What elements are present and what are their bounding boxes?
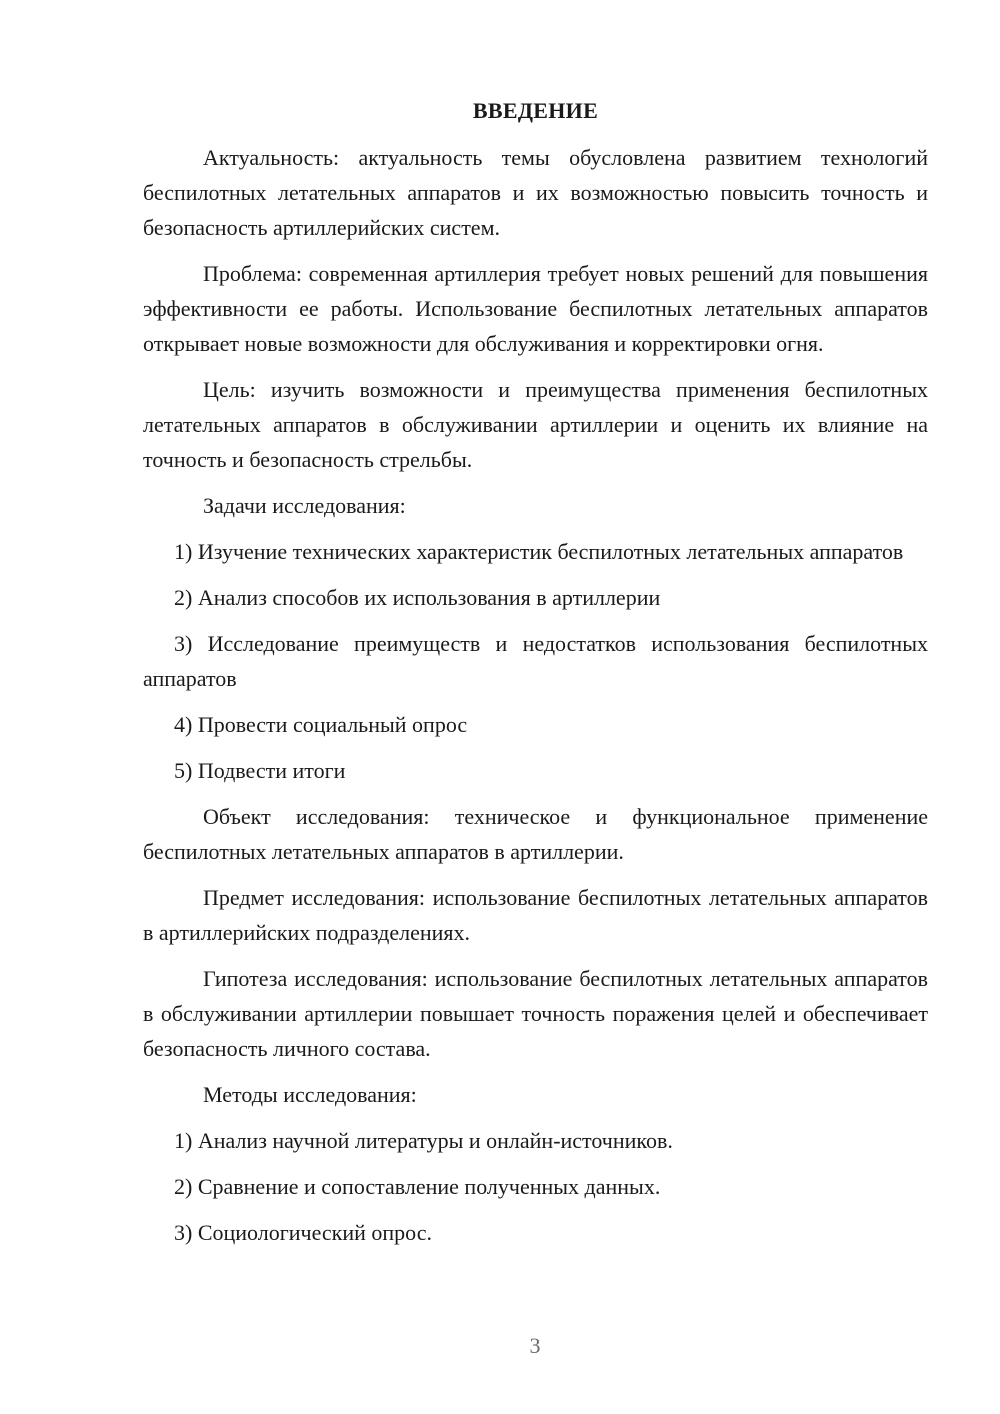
task-item-2: 2) Анализ способов их использования в артиллерии [174,585,661,610]
methods-heading: Методы исследования: [203,1082,417,1107]
section-title: ВВЕДЕНИЕ [472,98,599,123]
task-item-3: 3) Исследование преимуществ и недостатков использования беспилотных аппаратов [143,631,928,691]
tasks-heading: Задачи исследования: [203,493,406,518]
task-item-5: 5) Подвести итоги [174,758,346,783]
page-number: 3 [529,1333,541,1358]
method-item-1: 1) Анализ научной литературы и онлайн-источников. [174,1128,673,1153]
paragraph-relevance: Актуальность: актуальность темы обусловлена развитием технологий беспилотных летательных аппаратов и их возможностью повысить точность и безопасность артиллерийских систем. [143,145,928,240]
paragraph-goal: Цель: изучить возможности и преимущества применения беспилотных летательных аппаратов в обслуживании артиллерии и оценить их влияние на точность и безопасность стрельбы. [143,377,928,472]
paragraph-problem: Проблема: современная артиллерия требует новых решений для повышения эффективности ее работы. Использование беспилотных летательных аппаратов открывает новые возможности для обслуживания и корректировки огня. [143,261,928,356]
task-item-4: 4) Провести социальный опрос [174,712,468,737]
paragraph-object: Объект исследования: техническое и функциональное применение беспилотных летательных аппаратов в артиллерии. [143,804,928,864]
document-page [143,94,928,1261]
method-item-2: 2) Сравнение и сопоставление полученных данных. [174,1174,661,1199]
method-item-3: 3) Социологический опрос. [174,1220,432,1245]
paragraph-hypothesis: Гипотеза исследования: использование беспилотных летательных аппаратов в обслуживании артиллерии повышает точность поражения целей и обеспечивает безопасность личного состава. [143,966,928,1061]
task-item-1: 1) Изучение технических характеристик беспилотных летательных аппаратов [174,539,904,564]
paragraph-subject: Предмет исследования: использование беспилотных летательных аппаратов в артиллерийских подразделениях. [143,885,928,945]
